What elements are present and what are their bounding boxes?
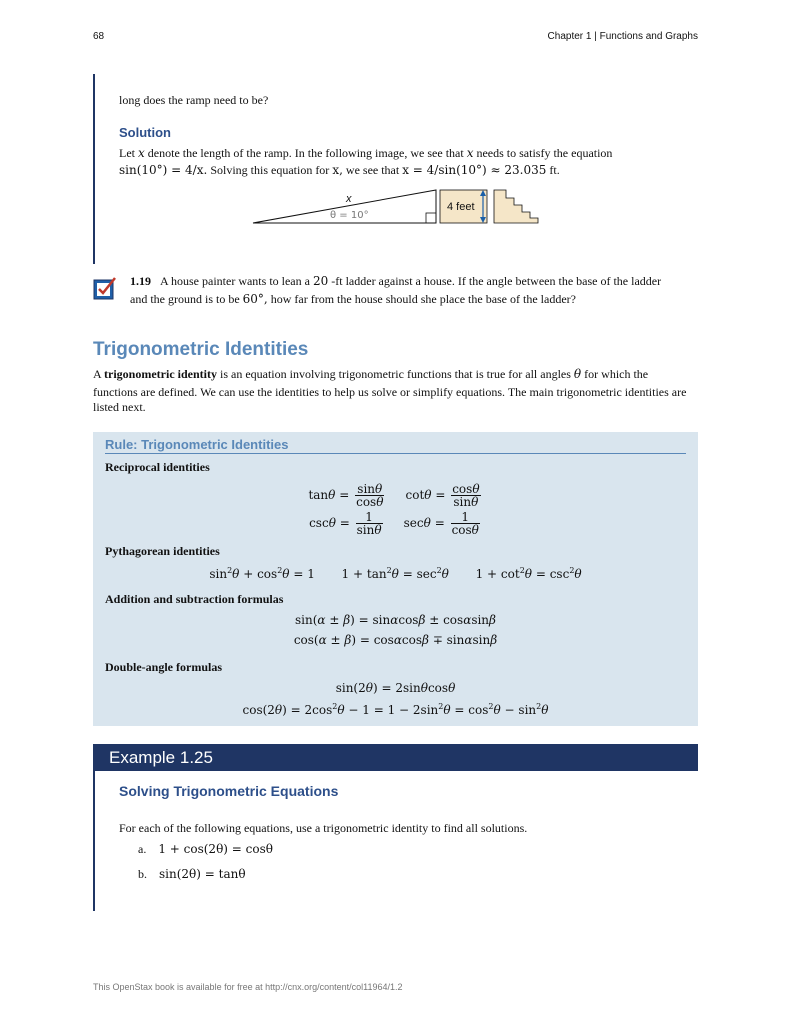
pythagorean-heading: Pythagorean identities xyxy=(105,544,220,558)
example-item-b: b. sin(2θ) = tanθ xyxy=(138,867,246,881)
double-angle-row-1: sin(2θ) = 2sinθcosθ xyxy=(335,681,456,695)
section-title: Trigonometric Identities xyxy=(93,339,309,360)
checkpoint-icon xyxy=(93,276,117,300)
reciprocal-row-1: tanθ = $\frac{\sin\theta}{\cos\theta}$ cotθ = $\frac{\cos\theta}{\sin\theta}$ xyxy=(308,482,480,509)
figure-angle-label: θ = 10° xyxy=(330,210,369,221)
checkpoint-line-2: and the ground is to be 60°, how far from the house should she place the base of the ladder? xyxy=(130,292,576,306)
rule-box xyxy=(93,432,698,726)
figure-height-label: 4 feet xyxy=(447,201,475,213)
solution-line-1: Let x denote the length of the ramp. In the following image, we see that x needs to satisfy the equation xyxy=(119,146,613,160)
section-paragraph-line-3: listed next. xyxy=(93,400,146,414)
rule-title: Rule: Trigonometric Identities xyxy=(105,437,686,454)
intro-fragment: long does the ramp need to be? xyxy=(119,93,269,107)
example-label: Example 1.25 xyxy=(109,748,213,767)
example-side-bar-bottom xyxy=(93,771,95,911)
page-number: 68 xyxy=(93,31,105,42)
addition-heading: Addition and subtraction formulas xyxy=(105,592,284,606)
double-angle-row-2: $\cos(2\theta) = 2\cos^2\theta - 1 = 1 - 2\sin^2\theta = \cos^2\theta - \sin^2\theta$ xyxy=(242,702,549,717)
solution-line-2: sin(10°) = 4/x. Solving this equation for x, we see that x = 4/sin(10°) ≈ 23.035 ft. xyxy=(119,163,560,177)
double-angle-heading: Double-angle formulas xyxy=(105,660,222,674)
example-item-a: a. 1 + cos(2θ) = cosθ xyxy=(138,842,273,856)
running-header: Chapter 1 | Functions and Graphs xyxy=(547,31,698,42)
addition-row-2: cos(α ± β) = cosαcosβ ∓ sinαsinβ xyxy=(293,633,498,647)
checkpoint-line-1: 1.19 A house painter wants to lean a 20 -ft ladder against a house. If the angle between the base of the ladder xyxy=(130,274,662,288)
stairs-icon xyxy=(494,190,538,223)
addition-row-1: sin(α ± β) = sinαcosβ ± cosαsinβ xyxy=(295,613,496,627)
reciprocal-heading: Reciprocal identities xyxy=(105,460,210,474)
ramp-figure xyxy=(250,186,545,228)
pythagorean-row: $\sin^2\theta + \cos^2\theta = 1$ $1 + \tan^2\theta = \sec^2\theta$ $1 + \cot^2\theta = \csc^2\theta$ xyxy=(209,566,582,581)
footer-note: This OpenStax book is available for free at http://cnx.org/content/col11964/1.2 xyxy=(93,982,403,992)
figure-x-label: x xyxy=(346,193,352,205)
example-subtitle: Solving Trigonometric Equations xyxy=(119,783,339,799)
example-side-bar-top xyxy=(93,74,95,264)
solution-heading: Solution xyxy=(119,125,171,140)
example-intro: For each of the following equations, use a trigonometric identity to find all solutions. xyxy=(119,821,528,835)
section-paragraph-line-2: functions are defined. We can use the identities to help us solve or simplify equations. The main trigonometric identities are xyxy=(93,385,687,399)
section-paragraph-line-1: A trigonometric identity is an equation involving trigonometric functions that is true for all angles θ for which the xyxy=(93,367,649,381)
example-banner xyxy=(93,744,698,771)
reciprocal-row-2: cscθ = $\frac{1}{\sin\theta}$ secθ = $\frac{1}{\cos\theta}$ xyxy=(309,510,479,537)
